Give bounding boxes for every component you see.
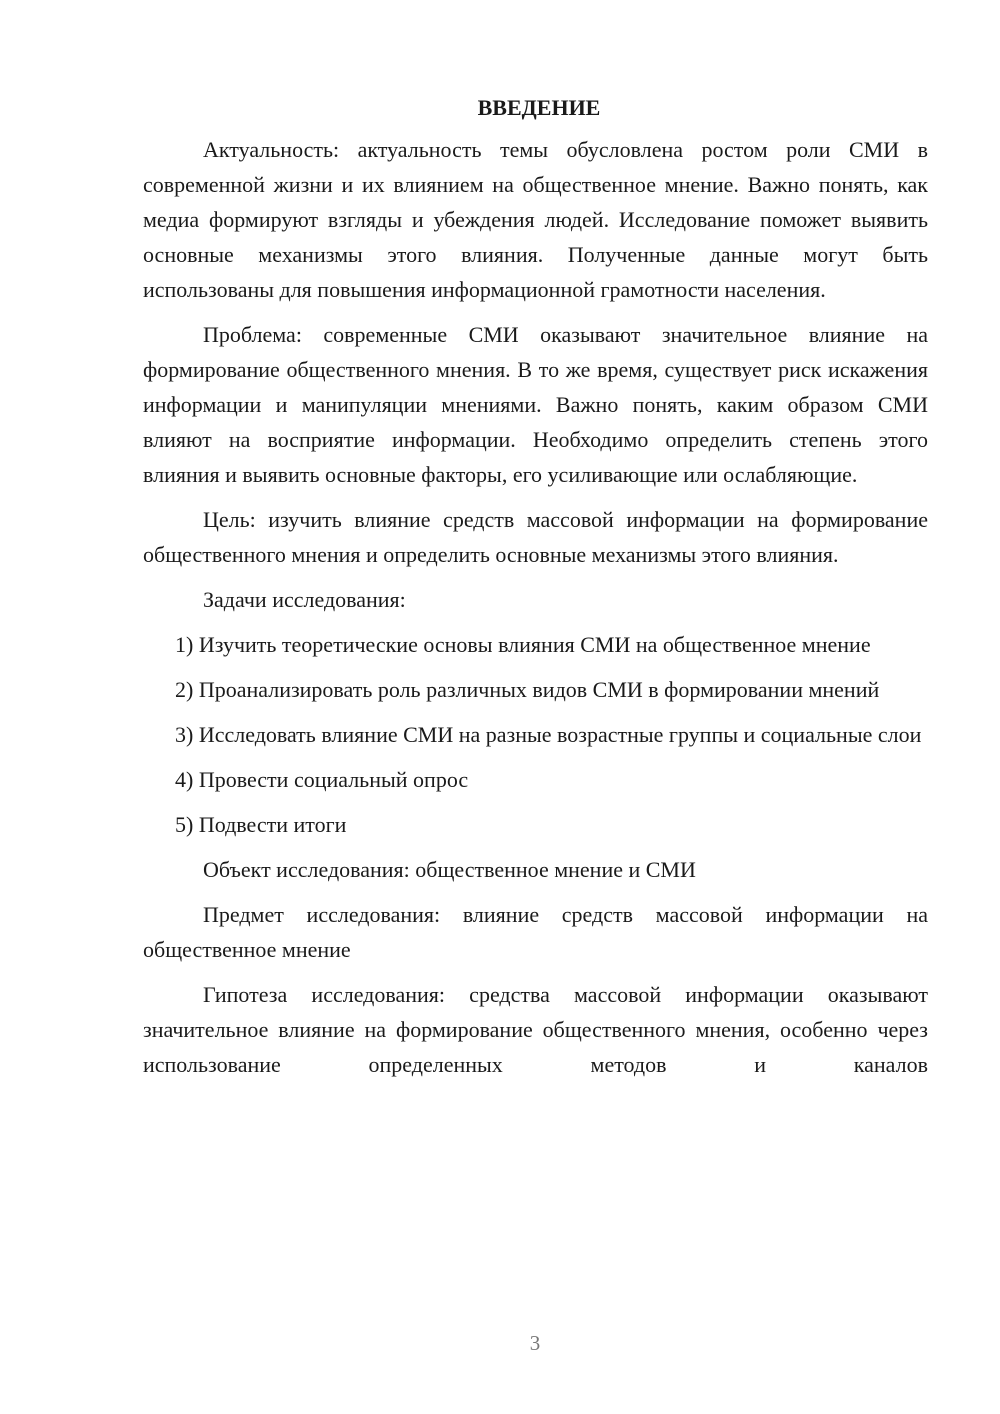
section-heading: ВВЕДЕНИЕ (477, 95, 601, 120)
task-item-5: 5) Подвести итоги (175, 812, 347, 837)
task-item-2: 2) Проанализировать роль различных видов СМИ в формировании мнений (175, 677, 880, 702)
hypothesis-paragraph: Гипотеза исследования: средства массовой информации оказывают значительное влияние на формирование общественного мнения, особенно через использование определенных методов и каналов (143, 982, 928, 1077)
object-paragraph: Объект исследования: общественное мнение и СМИ (203, 857, 696, 882)
task-item-4: 4) Провести социальный опрос (175, 767, 469, 792)
page-content (143, 90, 928, 1092)
problem-paragraph: Проблема: современные СМИ оказывают значительное влияние на формирование общественного мнения. В то же время, существует риск искажения информации и манипуляции мнениями. Важно понять, каким образом СМИ влияют на восприятие информации. Необходимо определить степень этого влияния и выявить основные факторы, его усиливающие или ослабляющие. (143, 322, 928, 487)
task-item-1: 1) Изучить теоретические основы влияния СМИ на общественное мнение (175, 632, 871, 657)
subject-paragraph: Предмет исследования: влияние средств массовой информации на общественное мнение (143, 902, 928, 962)
relevance-paragraph: Актуальность: актуальность темы обусловлена ростом роли СМИ в современной жизни и их влиянием на общественное мнение. Важно понять, как медиа формируют взгляды и убеждения людей. Исследование поможет выявить основные механизмы этого влияния. Полученные данные могут быть использованы для повышения информационной грамотности населения. (143, 137, 928, 302)
tasks-heading: Задачи исследования: (203, 587, 406, 612)
page-number: 3 (529, 1331, 541, 1355)
task-item-3: 3) Исследовать влияние СМИ на разные возрастные группы и социальные слои (175, 722, 922, 747)
goal-paragraph: Цель: изучить влияние средств массовой информации на формирование общественного мнения и определить основные механизмы этого влияния. (143, 507, 928, 567)
